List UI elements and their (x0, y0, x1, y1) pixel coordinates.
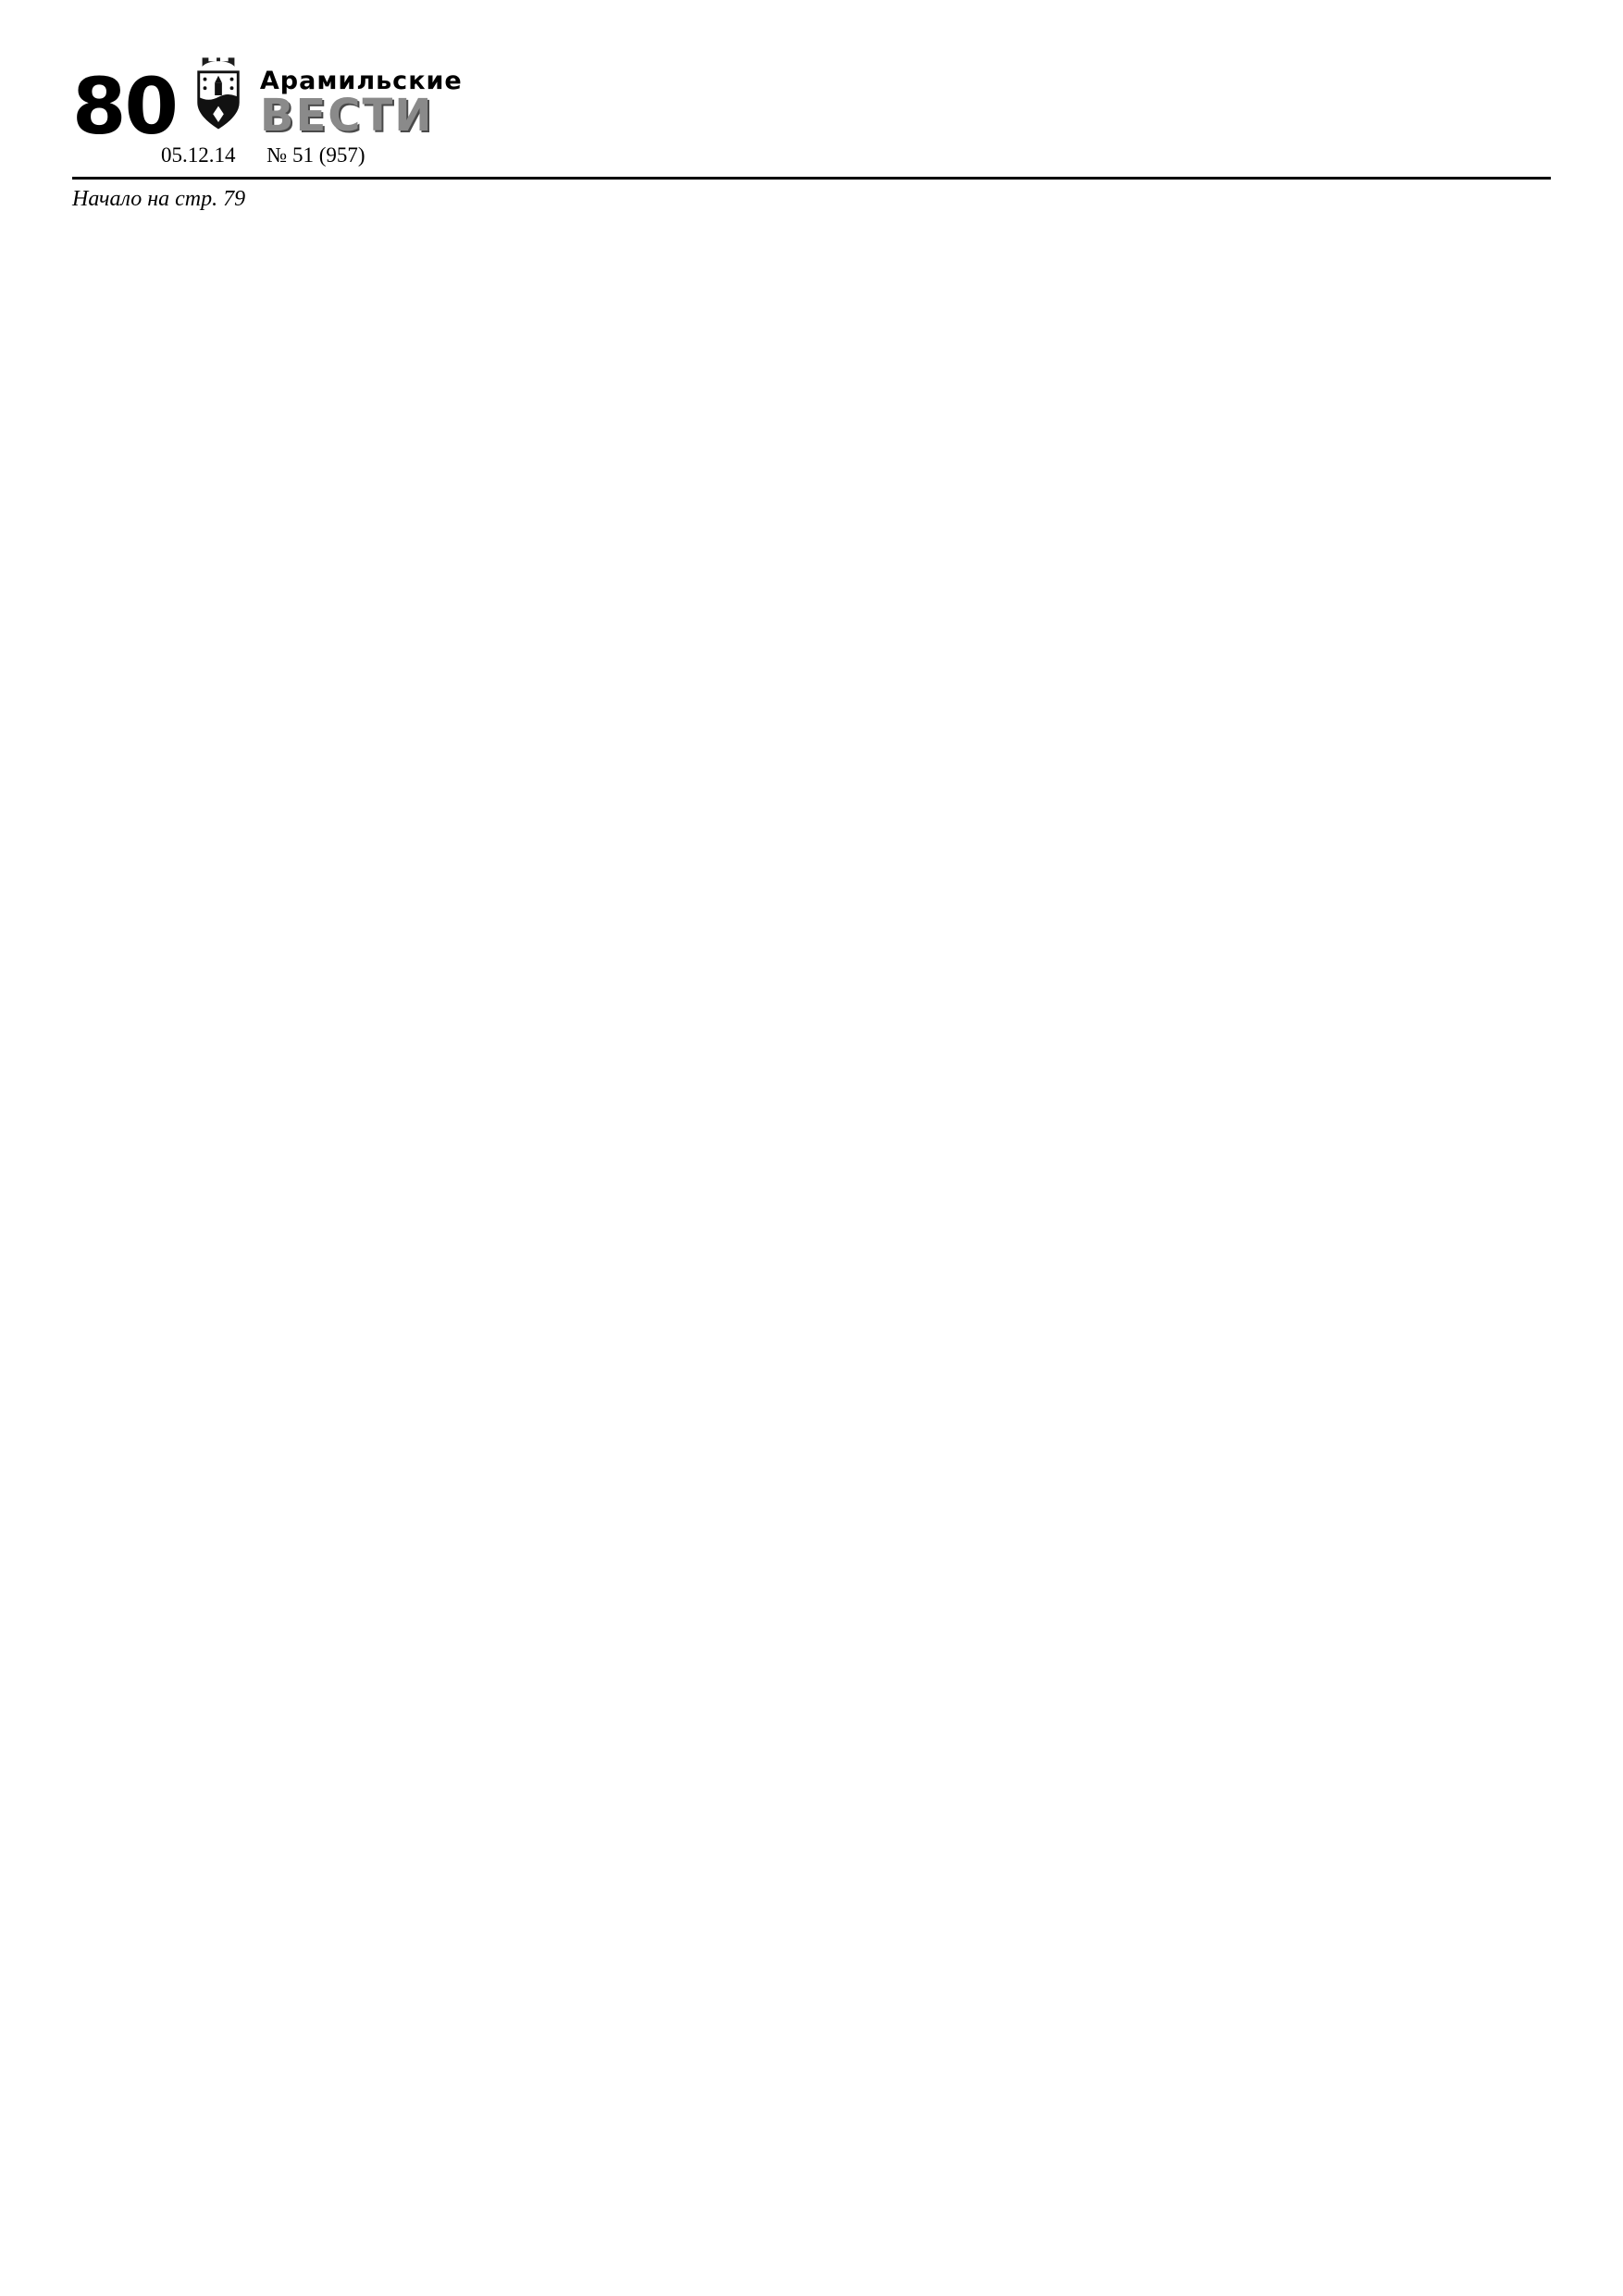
masthead-rule (72, 177, 1551, 180)
continuation-note: Начало на стр. 79 (72, 187, 246, 211)
paper-title-top: Арамильские (259, 67, 463, 95)
coat-of-arms-icon (192, 56, 245, 138)
issue-date: 05.12.14 (161, 143, 236, 167)
masthead (72, 56, 1551, 152)
issue-number: № 51 (957) (266, 143, 365, 167)
paper-title (259, 67, 463, 142)
page-number: 80 (72, 60, 177, 152)
issue-line (161, 143, 1551, 168)
paper-title-main: ВЕСТИ (259, 90, 434, 142)
